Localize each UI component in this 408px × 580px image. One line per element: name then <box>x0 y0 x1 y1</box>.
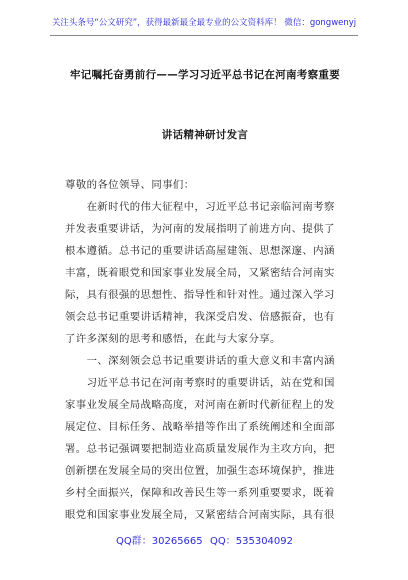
header-banner: 关注头条号“公文研究”，获得最新最全最专业的公文资料库！ 微信：gongwenyj <box>51 18 357 28</box>
section-heading: 一、深刻领会总书记重要讲话的重大意义和丰富内涵 <box>65 355 335 367</box>
body-line: 际，具有很强的思想性、指导性和针对性。通过深入学习 <box>65 289 335 301</box>
body-line: 展定位、目标任务、战略举措等作出了系统阐述和全面部 <box>65 421 335 433</box>
body-line: 根本遵循。总书记的重要讲话高屋建瓴、思想深邃、内涵 <box>65 245 335 257</box>
body-line: 署。总书记强调要把制造业高质量发展作为主攻方向，把 <box>65 443 335 455</box>
document-title-line-1: 牢记嘱托奋勇前行——学习习近平总书记在河南考察重要 <box>70 69 340 81</box>
body-line: 尊敬的各位领导、同事们： <box>65 179 195 191</box>
document-title-line-2: 讲话精神研讨发言 <box>161 129 249 141</box>
body-line: 乡村全面振兴，保障和改善民生等一系列重要要求，既着 <box>65 487 335 499</box>
body-line: 在新时代的伟大征程中，习近平总书记亲临河南考察 <box>65 201 335 213</box>
header-divider <box>50 35 358 36</box>
body-line: 创新摆在发展全局的突出位置，加强生态环境保护，推进 <box>65 465 335 477</box>
body-line: 家事业发展全局战略高度，对河南在新时代新征程上的发 <box>65 399 335 411</box>
body-line: 了许多深刻的思考和感悟，在此与大家分享。 <box>65 333 281 345</box>
footer-qq-group: QQ群：30265665 <box>116 536 203 547</box>
body-line: 丰富，既着眼党和国家事业发展全局，又紧密结合河南实 <box>65 267 335 279</box>
footer-qq: QQ：535304092 <box>210 536 294 547</box>
body-line: 眼党和国家事业发展全局，又紧密结合河南实际，具有很 <box>65 509 335 521</box>
body-line: 领会总书记重要讲话精神，我深受启发、倍感振奋，也有 <box>65 311 335 323</box>
body-line: 并发表重要讲话，为河南的发展指明了前进方向、提供了 <box>65 223 335 235</box>
body-line: 习近平总书记在河南考察时的重要讲话，站在党和国 <box>65 377 335 389</box>
